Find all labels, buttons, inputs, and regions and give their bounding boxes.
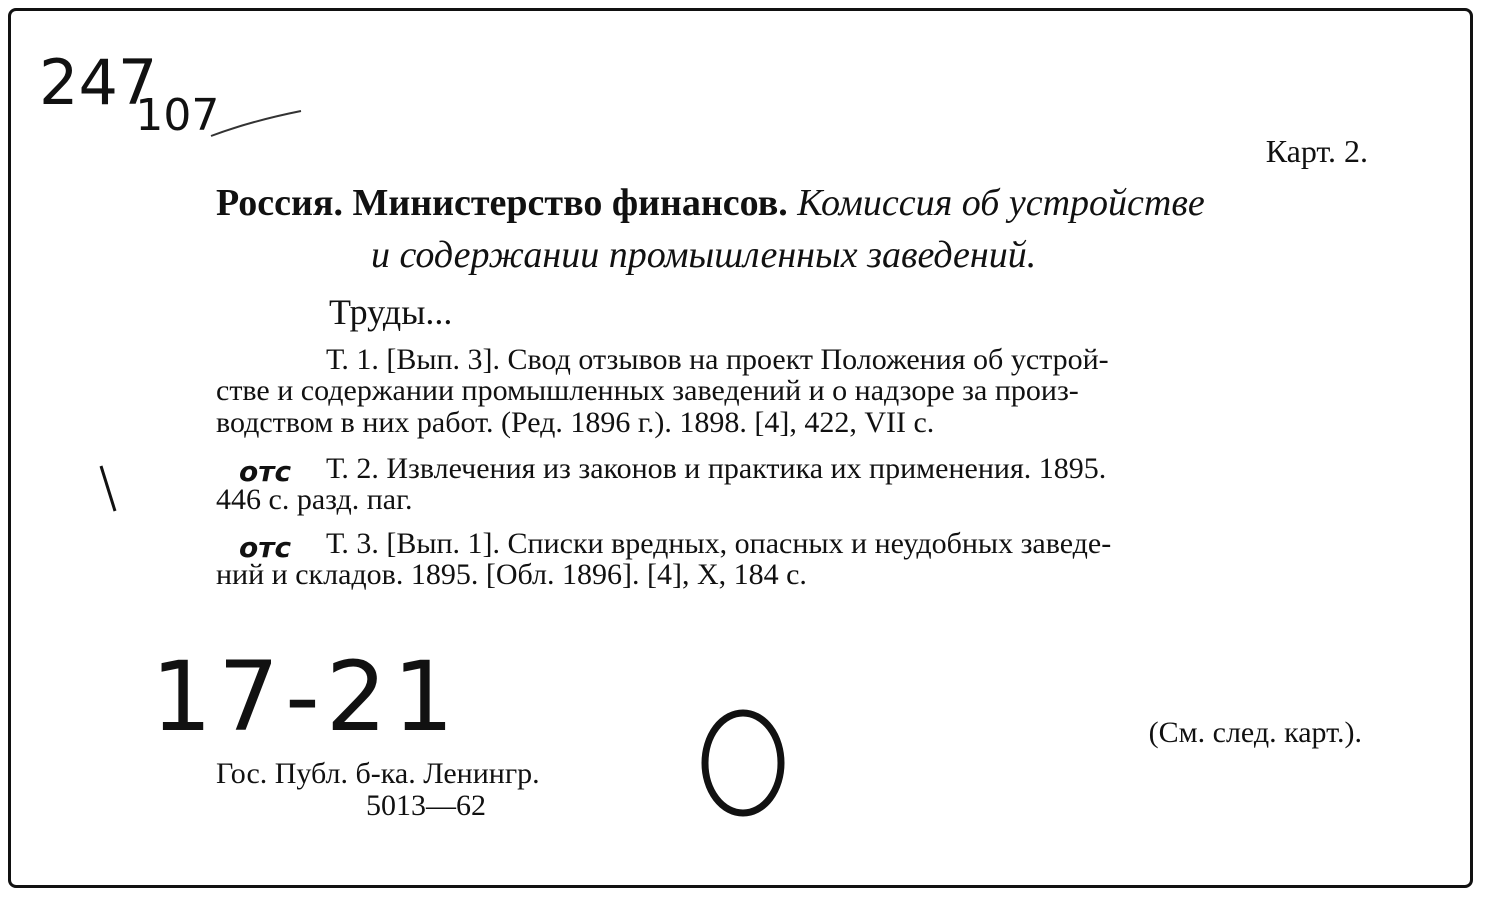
print-code: 5013—62 (366, 789, 486, 822)
series-title: Труды... (329, 292, 453, 332)
entry-line: Т. 1. [Вып. 3]. Свод отзывов на проект Положения об устрой- (326, 343, 1109, 376)
heading-italic-2: и содержании промышленных заведений. (371, 234, 1037, 276)
handwritten-code: 17-21 (151, 641, 460, 753)
entry-line: ний и складов. 1895. [Обл. 1896]. [4], X, 184 с. (216, 558, 807, 591)
entry-line: 446 с. разд. паг. (216, 483, 413, 516)
catalog-card (8, 8, 1473, 888)
entry-line: Т. 3. [Вып. 1]. Списки вредных, опасных и неудобных заведе- (326, 527, 1112, 560)
handwritten-slash (101, 466, 115, 511)
handwritten-circle (705, 713, 781, 813)
card-number: Карт. 2. (1265, 133, 1368, 169)
heading-bold: Россия. Министерство финансов. (216, 182, 788, 224)
entry-line: водством в них работ. (Ред. 1896 г.). 1898. [4], 422, VII с. (216, 406, 935, 439)
see-next-card: (См. след. карт.). (1148, 716, 1362, 749)
entry-line: стве и содержании промышленных заведений и о надзоре за произ- (216, 374, 1079, 407)
shelfmark-main: 247 (39, 46, 158, 119)
library-name: Гос. Публ. б-ка. Ленингр. (216, 757, 540, 790)
entry-line: Т. 2. Извлечения из законов и практика их применения. 1895. (326, 452, 1107, 485)
heading-italic-1: Комиссия об устройстве (797, 182, 1205, 224)
handwritten-mark: отс (239, 455, 292, 488)
handwritten-shelfmark (39, 46, 241, 141)
handwritten-mark: отс (239, 531, 292, 564)
heading-line-1 (216, 177, 1205, 229)
shelfmark-sub: 107 (135, 90, 220, 141)
